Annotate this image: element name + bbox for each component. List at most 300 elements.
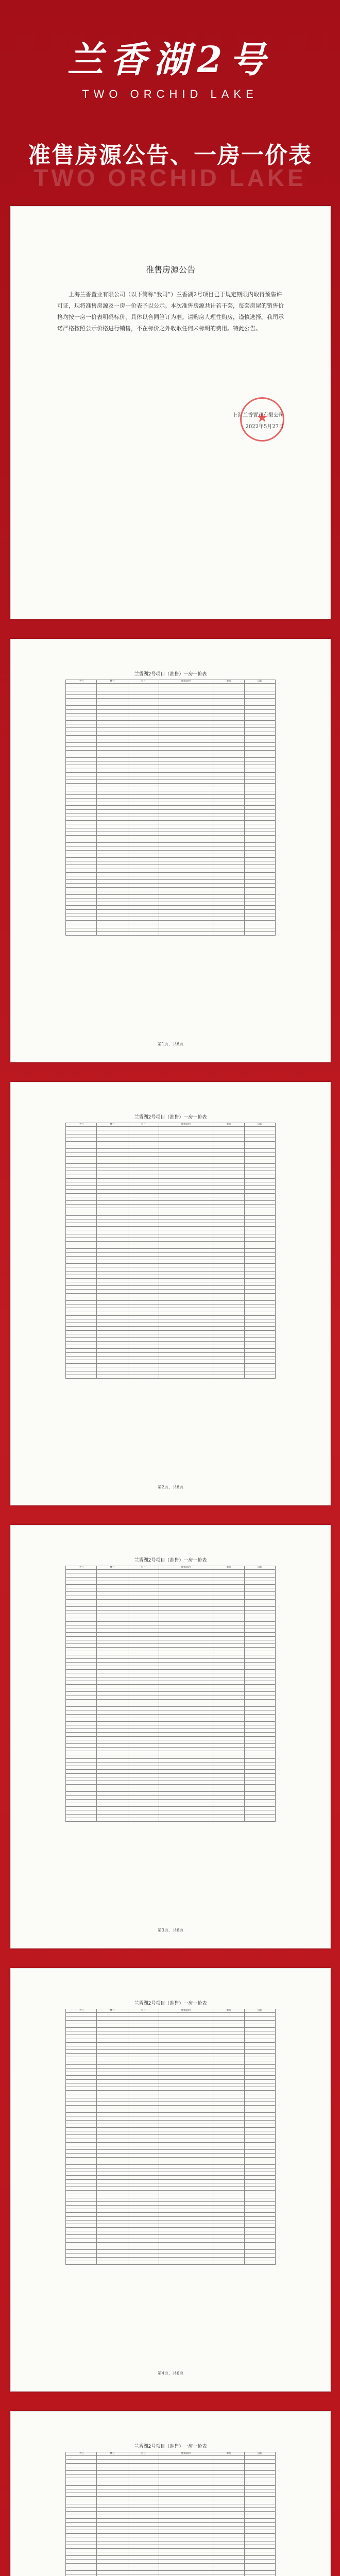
table-cell — [213, 2079, 244, 2083]
table-cell — [244, 776, 275, 779]
table-cell — [66, 1611, 97, 1614]
table-header-cell: 单价 — [213, 1123, 244, 1127]
table-cell — [97, 2534, 128, 2537]
table-cell — [244, 2131, 275, 2135]
table-cell — [213, 1788, 244, 1792]
table-cell — [97, 780, 128, 784]
table-cell — [97, 2087, 128, 2090]
table-cell — [97, 765, 128, 769]
table-header-cell: 序号 — [66, 2009, 97, 2013]
table-cell — [213, 1256, 244, 1260]
table-cell — [213, 2567, 244, 2570]
table-cell — [159, 2154, 213, 2157]
table-cell — [159, 2552, 213, 2556]
table-cell — [66, 828, 97, 832]
table-cell — [97, 1570, 128, 1573]
table-row — [66, 2460, 276, 2463]
table-row — [66, 1327, 276, 1330]
table-cell — [244, 2209, 275, 2213]
table-cell — [97, 891, 128, 894]
table-cell — [213, 791, 244, 794]
table-cell — [213, 1773, 244, 1777]
table-cell — [213, 1227, 244, 1230]
table-cell — [244, 787, 275, 791]
table-cell — [66, 717, 97, 720]
table-row — [66, 2020, 276, 2024]
table-cell — [97, 2485, 128, 2489]
table-cell — [213, 1729, 244, 1733]
table-cell — [128, 1755, 159, 1758]
table-cell — [244, 1748, 275, 1751]
table-cell — [159, 2548, 213, 2552]
page-number: 第2页，共6页 — [157, 1485, 184, 1489]
table-cell — [244, 2069, 275, 2072]
table-row — [66, 1703, 276, 1706]
table-cell — [244, 1219, 275, 1223]
table-cell — [97, 1130, 128, 1134]
table-cell — [159, 1658, 213, 1662]
table-cell — [128, 1278, 159, 1282]
table-cell — [128, 1290, 159, 1293]
table-cell — [159, 2515, 213, 2519]
table-cell — [128, 1599, 159, 1603]
table-cell — [159, 854, 213, 857]
table-row — [66, 813, 276, 817]
table-cell — [128, 2069, 159, 2072]
table-cell — [128, 754, 159, 757]
table-cell — [97, 2231, 128, 2235]
table-cell — [213, 2515, 244, 2519]
table-cell — [159, 2201, 213, 2205]
table-cell — [66, 1186, 97, 1190]
table-cell — [159, 1238, 213, 1241]
table-cell — [159, 1699, 213, 1703]
table-cell — [66, 780, 97, 784]
price-table — [65, 1123, 276, 1379]
table-cell — [66, 2013, 97, 2016]
table-cell — [128, 1751, 159, 1755]
table-cell — [244, 1197, 275, 1200]
table-cell — [159, 709, 213, 713]
table-cell — [97, 1337, 128, 1341]
table-cell — [244, 1755, 275, 1758]
table-cell — [128, 2253, 159, 2257]
table-cell — [66, 1319, 97, 1323]
table-row — [66, 1356, 276, 1360]
table-cell — [244, 1685, 275, 1688]
table-cell — [128, 691, 159, 694]
table-cell — [244, 702, 275, 706]
table-cell — [244, 732, 275, 735]
table-cell — [128, 1814, 159, 1818]
table-cell — [128, 1629, 159, 1633]
table-cell — [97, 1618, 128, 1621]
table-cell — [159, 2016, 213, 2020]
table-cell — [128, 2534, 159, 2537]
table-cell — [66, 1153, 97, 1156]
table-cell — [244, 813, 275, 817]
table-cell — [244, 2504, 275, 2507]
table-row — [66, 1666, 276, 1670]
table-cell — [213, 1315, 244, 1319]
table-cell — [128, 728, 159, 732]
table-header-cell: 楼号 — [97, 2452, 128, 2456]
table-cell — [128, 2179, 159, 2183]
table-cell — [159, 1200, 213, 1204]
table-cell — [244, 1349, 275, 1352]
table-cell — [244, 2467, 275, 2470]
table-cell — [66, 1648, 97, 1651]
table-cell — [128, 2482, 159, 2485]
table-cell — [159, 713, 213, 717]
table-cell — [66, 2563, 97, 2567]
table-cell — [159, 1633, 213, 1636]
table-cell — [128, 2463, 159, 2467]
table-cell — [97, 1219, 128, 1223]
table-row — [66, 1792, 276, 1795]
table-cell — [97, 1167, 128, 1171]
table-cell — [97, 1271, 128, 1275]
table-cell — [97, 739, 128, 743]
table-row — [66, 2098, 276, 2102]
table-cell — [128, 698, 159, 702]
table-cell — [244, 858, 275, 861]
table-cell — [66, 1208, 97, 1212]
table-row — [66, 1282, 276, 1286]
table-cell — [244, 2512, 275, 2515]
table-cell — [244, 2257, 275, 2261]
table-cell — [97, 1342, 128, 1345]
table-cell — [159, 2198, 213, 2201]
table-cell — [97, 2176, 128, 2179]
table-cell — [97, 2076, 128, 2079]
table-cell — [244, 2235, 275, 2239]
table-cell — [66, 1264, 97, 1267]
table-cell — [128, 794, 159, 798]
table-cell — [66, 1256, 97, 1260]
table-cell — [244, 1570, 275, 1573]
table-cell — [244, 1614, 275, 1618]
table-cell — [213, 884, 244, 887]
table-cell — [128, 1758, 159, 1762]
table-cell — [213, 1230, 244, 1234]
table-cell — [66, 1312, 97, 1315]
table-row — [66, 2456, 276, 2460]
table-cell — [213, 1208, 244, 1212]
table-cell — [128, 909, 159, 913]
table-row — [66, 791, 276, 794]
table-cell — [97, 2142, 128, 2146]
table-cell — [128, 2261, 159, 2264]
table-cell — [159, 791, 213, 794]
table-cell — [66, 2116, 97, 2120]
table-cell — [159, 906, 213, 909]
table-cell — [97, 2183, 128, 2187]
table-cell — [213, 1286, 244, 1290]
table-cell — [128, 2091, 159, 2094]
table-cell — [213, 706, 244, 709]
table-row — [66, 2094, 276, 2098]
table-cell — [244, 1134, 275, 1138]
table-cell — [213, 2522, 244, 2526]
table-row — [66, 858, 276, 861]
table-cell — [213, 917, 244, 921]
table-cell — [66, 750, 97, 754]
table-cell — [97, 1643, 128, 1647]
table-cell — [213, 2183, 244, 2187]
table-cell — [213, 1603, 244, 1606]
table-cell — [159, 765, 213, 769]
table-cell — [66, 1814, 97, 1818]
table-cell — [97, 1607, 128, 1611]
table-cell — [159, 1785, 213, 1788]
table-cell — [97, 1234, 128, 1238]
table-cell — [128, 2020, 159, 2024]
table-cell — [159, 902, 213, 906]
table-cell — [244, 865, 275, 869]
table-row — [66, 2489, 276, 2493]
table-cell — [159, 846, 213, 850]
table-row — [66, 702, 276, 706]
table-cell — [244, 2120, 275, 2124]
table-cell — [97, 1334, 128, 1337]
table-cell — [244, 1205, 275, 1208]
table-row — [66, 2064, 276, 2068]
table-row — [66, 2242, 276, 2246]
table-cell — [159, 1643, 213, 1647]
table-cell — [159, 1573, 213, 1577]
table-cell — [128, 1673, 159, 1677]
table-cell — [213, 2024, 244, 2027]
table-cell — [213, 1618, 244, 1621]
table-cell — [244, 1364, 275, 1367]
table-cell — [66, 2091, 97, 2094]
table-cell — [159, 884, 213, 887]
table-cell — [66, 1570, 97, 1573]
table-cell — [159, 2179, 213, 2183]
table-cell — [128, 846, 159, 850]
table-cell — [97, 1603, 128, 1606]
table-cell — [97, 2128, 128, 2131]
table-cell — [66, 1149, 97, 1153]
table-cell — [128, 1138, 159, 1141]
table-cell — [66, 2493, 97, 2497]
table-cell — [128, 1205, 159, 1208]
table-cell — [244, 806, 275, 809]
table-cell — [244, 1710, 275, 1714]
table-cell — [213, 1375, 244, 1378]
table-cell — [213, 1692, 244, 1696]
table-cell — [97, 1304, 128, 1308]
table-cell — [159, 2242, 213, 2246]
table-cell — [66, 1773, 97, 1777]
table-cell — [128, 1721, 159, 1725]
table-cell — [97, 2120, 128, 2124]
table-cell — [128, 1725, 159, 1729]
table-row — [66, 1648, 276, 1651]
table-cell — [213, 1781, 244, 1784]
table-cell — [159, 817, 213, 820]
table-cell — [128, 917, 159, 921]
table-cell — [97, 2250, 128, 2253]
table-cell — [159, 2128, 213, 2131]
table-cell — [244, 1167, 275, 1171]
table-cell — [244, 2098, 275, 2102]
table-cell — [66, 2201, 97, 2205]
table-cell — [244, 799, 275, 802]
table-cell — [66, 2016, 97, 2020]
price-table-page — [10, 1525, 331, 1948]
table-cell — [66, 2150, 97, 2154]
table-row — [66, 872, 276, 876]
table-cell — [159, 909, 213, 913]
table-row — [66, 2213, 276, 2216]
table-cell — [97, 1718, 128, 1721]
table-cell — [66, 2027, 97, 2031]
table-cell — [97, 1592, 128, 1596]
table-cell — [244, 924, 275, 928]
table-cell — [244, 1160, 275, 1163]
table-cell — [97, 2027, 128, 2031]
table-cell — [128, 906, 159, 909]
table-cell — [159, 1275, 213, 1278]
table-cell — [213, 2113, 244, 2116]
table-cell — [213, 2519, 244, 2522]
table-cell — [128, 1781, 159, 1784]
table-cell — [66, 894, 97, 898]
table-cell — [213, 787, 244, 791]
table-cell — [128, 2142, 159, 2146]
table-cell — [128, 876, 159, 879]
table-cell — [159, 732, 213, 735]
table-row — [66, 1770, 276, 1773]
table-cell — [97, 1688, 128, 1692]
table-row — [66, 1621, 276, 1625]
table-cell — [159, 1245, 213, 1249]
table-cell — [97, 1740, 128, 1743]
table-cell — [244, 1200, 275, 1204]
table-cell — [66, 1367, 97, 1371]
table-cell — [244, 2460, 275, 2463]
table-cell — [66, 2556, 97, 2560]
table-cell — [213, 743, 244, 747]
table-cell — [97, 1677, 128, 1681]
table-row — [66, 1127, 276, 1130]
table-cell — [97, 1160, 128, 1163]
table-row — [66, 1234, 276, 1238]
table-cell — [244, 2105, 275, 2109]
table-cell — [97, 1655, 128, 1658]
table-row — [66, 1190, 276, 1193]
table-cell — [159, 1364, 213, 1367]
table-cell — [213, 2098, 244, 2102]
table-cell — [128, 1360, 159, 1364]
table-cell — [159, 872, 213, 876]
table-cell — [66, 2046, 97, 2049]
table-cell — [97, 1792, 128, 1795]
table-cell — [244, 2139, 275, 2142]
table-cell — [244, 891, 275, 894]
table-cell — [213, 809, 244, 813]
table-cell — [97, 1818, 128, 1821]
table-cell — [66, 794, 97, 798]
table-cell — [97, 2054, 128, 2057]
table-row — [66, 747, 276, 750]
table-cell — [97, 706, 128, 709]
table-cell — [128, 780, 159, 784]
table-row — [66, 2507, 276, 2511]
table-cell — [97, 1297, 128, 1300]
table-cell — [128, 1304, 159, 1308]
table-cell — [66, 2470, 97, 2474]
table-cell — [159, 1766, 213, 1770]
table-cell — [66, 1301, 97, 1304]
table-cell — [159, 1242, 213, 1245]
table-cell — [159, 1178, 213, 1182]
table-cell — [244, 1703, 275, 1706]
table-cell — [213, 858, 244, 861]
table-cell — [128, 902, 159, 906]
table-cell — [159, 1278, 213, 1282]
table-cell — [213, 2485, 244, 2489]
table-cell — [159, 1685, 213, 1688]
table-cell — [128, 2522, 159, 2526]
table-cell — [97, 2460, 128, 2463]
table-cell — [66, 2194, 97, 2198]
table-cell — [213, 1688, 244, 1692]
table-cell — [128, 2571, 159, 2574]
table-cell — [213, 2094, 244, 2098]
table-cell — [128, 1260, 159, 1263]
table-row — [66, 1758, 276, 1762]
table-cell — [159, 2560, 213, 2563]
table-cell — [244, 906, 275, 909]
table-cell — [97, 2228, 128, 2231]
table-cell — [66, 850, 97, 854]
table-cell — [213, 1795, 244, 1799]
table-row — [66, 1785, 276, 1788]
table-cell — [128, 2220, 159, 2224]
table-row — [66, 2142, 276, 2146]
table-cell — [244, 1640, 275, 1643]
table-cell — [244, 2552, 275, 2556]
table-row — [66, 1160, 276, 1163]
table-cell — [159, 1330, 213, 1334]
table-cell — [128, 1666, 159, 1670]
table-cell — [213, 2541, 244, 2545]
table-cell — [159, 1337, 213, 1341]
table-row — [66, 899, 276, 902]
table-cell — [244, 2567, 275, 2570]
table-row — [66, 1153, 276, 1156]
table-cell — [97, 1330, 128, 1334]
table-cell — [244, 1297, 275, 1300]
table-cell — [128, 2124, 159, 2127]
notice-document — [10, 206, 331, 619]
table-cell — [97, 2507, 128, 2511]
table-cell — [244, 757, 275, 761]
table-cell — [97, 1156, 128, 1160]
table-row — [66, 1721, 276, 1725]
table-cell — [213, 691, 244, 694]
table-cell — [244, 1648, 275, 1651]
table-cell — [66, 1360, 97, 1364]
table-cell — [244, 1577, 275, 1581]
table-cell — [128, 1178, 159, 1182]
table-row — [66, 2463, 276, 2467]
table-cell — [244, 709, 275, 713]
table-cell — [97, 1223, 128, 1227]
